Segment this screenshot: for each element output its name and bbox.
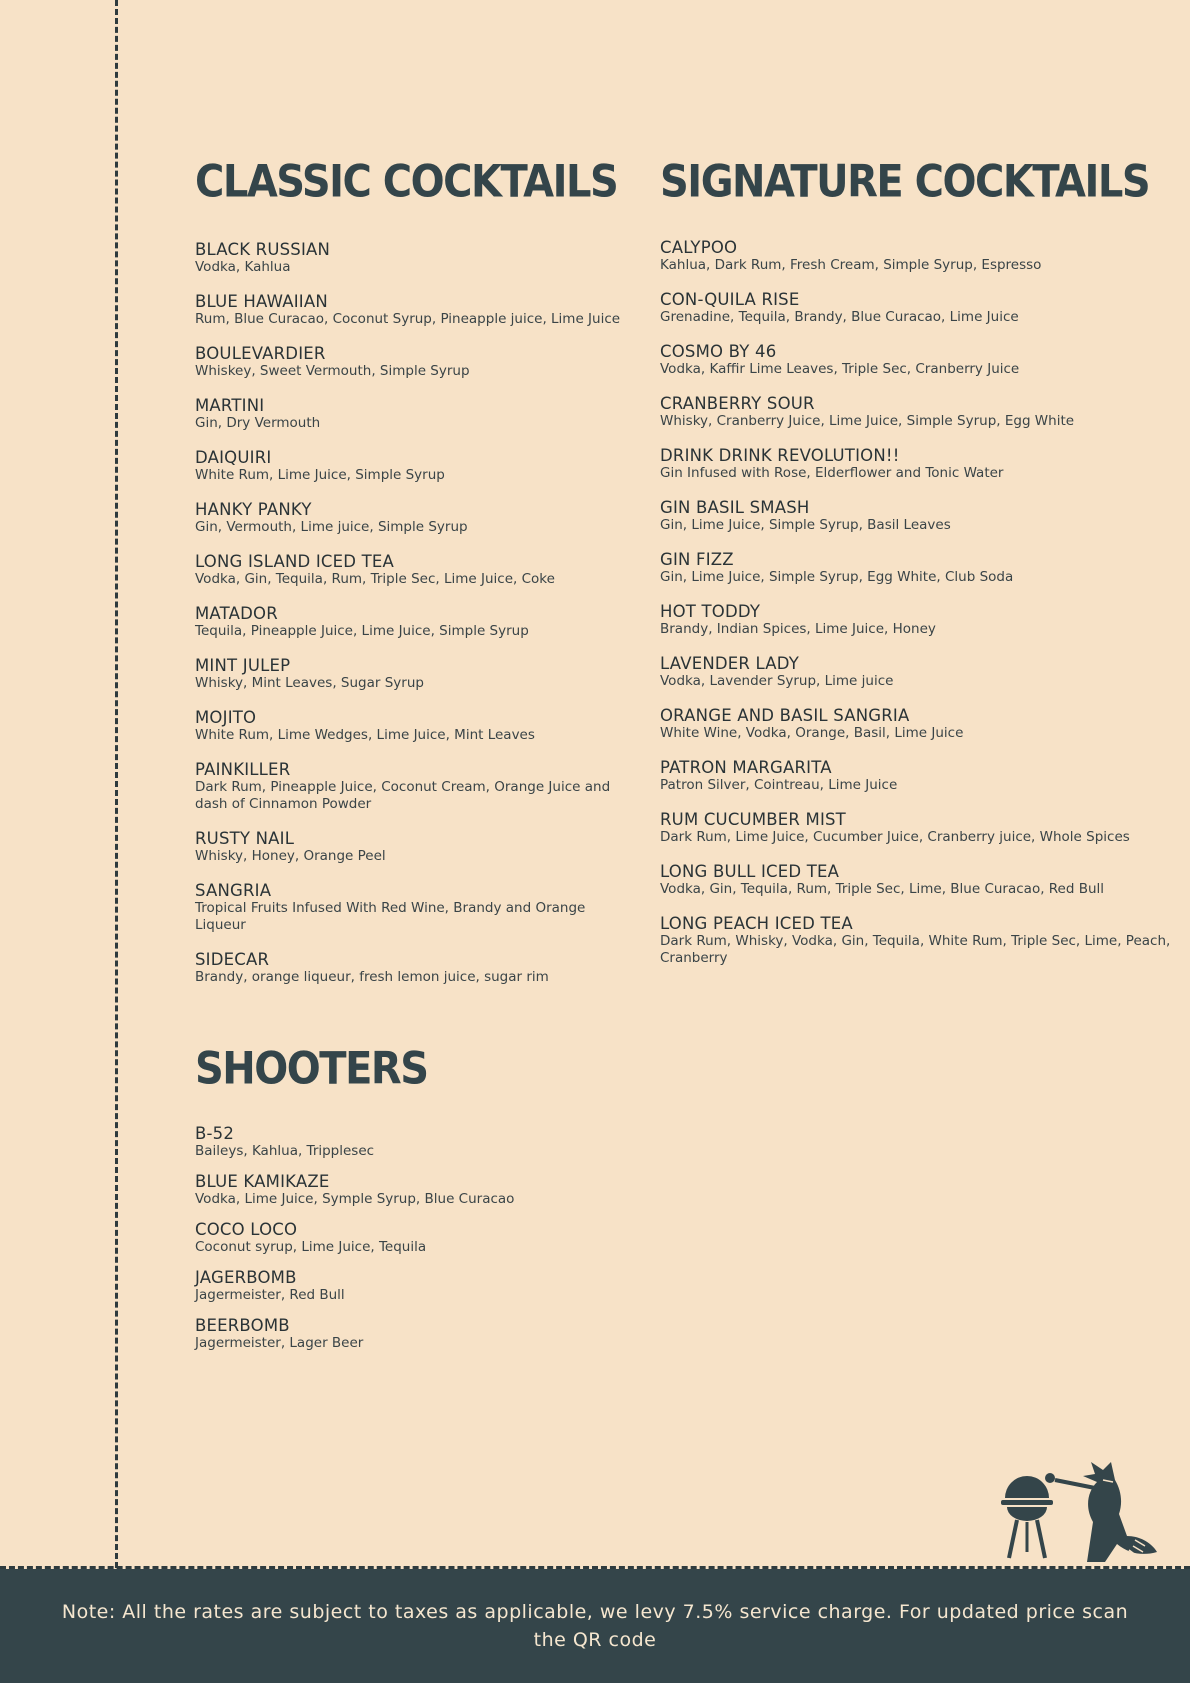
menu-item-name: SIDECAR bbox=[195, 950, 270, 969]
menu-item-name: COSMO BY 46 bbox=[660, 342, 777, 361]
menu-item-name: BLUE KAMIKAZE bbox=[195, 1172, 330, 1191]
vertical-dashed-line bbox=[115, 0, 118, 1568]
menu-item-description: Coconut syrup, Lime Juice, Tequila bbox=[195, 1239, 427, 1255]
menu-item-name: BOULEVARDIER bbox=[195, 344, 326, 363]
shooters-list bbox=[195, 1124, 635, 1364]
menu-item-description: Vodka, Kaffir Lime Leaves, Triple Sec, Cranberry Juice bbox=[660, 361, 1020, 377]
menu-item bbox=[195, 829, 635, 865]
fox-grilling-icon bbox=[995, 1440, 1175, 1565]
menu-item-name: BEERBOMB bbox=[195, 1316, 290, 1335]
menu-item-name: JAGERBOMB bbox=[195, 1268, 297, 1287]
menu-item-name: MINT JULEP bbox=[195, 656, 291, 675]
menu-item-name: GIN FIZZ bbox=[660, 550, 734, 569]
menu-item-name: LONG ISLAND ICED TEA bbox=[195, 552, 395, 571]
menu-item bbox=[660, 290, 1180, 326]
menu-item-name: LONG PEACH ICED TEA bbox=[660, 914, 853, 933]
menu-item bbox=[195, 656, 635, 692]
menu-item-description: Kahlua, Dark Rum, Fresh Cream, Simple Syrup, Espresso bbox=[660, 257, 1042, 273]
menu-item bbox=[195, 1124, 635, 1160]
menu-item bbox=[660, 238, 1180, 274]
menu-item bbox=[660, 914, 1180, 967]
menu-item bbox=[195, 396, 635, 432]
menu-item bbox=[660, 394, 1180, 430]
menu-item-name: B-52 bbox=[195, 1124, 235, 1143]
menu-item bbox=[195, 344, 635, 380]
menu-item bbox=[660, 602, 1180, 638]
menu-item bbox=[195, 448, 635, 484]
menu-item-description: Vodka, Lavender Syrup, Lime juice bbox=[660, 673, 894, 689]
classic-cocktails-list bbox=[195, 240, 635, 1002]
menu-item bbox=[195, 500, 635, 536]
menu-item-description: Dark Rum, Lime Juice, Cucumber Juice, Cranberry juice, Whole Spices bbox=[660, 829, 1130, 845]
menu-item bbox=[660, 654, 1180, 690]
menu-item bbox=[195, 760, 635, 813]
menu-item bbox=[660, 446, 1180, 482]
menu-item-name: LAVENDER LADY bbox=[660, 654, 800, 673]
menu-item-description: Whisky, Mint Leaves, Sugar Syrup bbox=[195, 675, 424, 691]
menu-item-description: Vodka, Kahlua bbox=[195, 259, 291, 275]
menu-item bbox=[195, 708, 635, 744]
menu-item-description: Gin Infused with Rose, Elderflower and Tonic Water bbox=[660, 465, 1004, 481]
menu-item-name: RUSTY NAIL bbox=[195, 829, 295, 848]
classic-cocktails-title: CLASSIC COCKTAILS bbox=[195, 156, 618, 208]
menu-item-description: Jagermeister, Lager Beer bbox=[195, 1335, 364, 1351]
menu-item-description: Vodka, Lime Juice, Symple Syrup, Blue Curacao bbox=[195, 1191, 515, 1207]
menu-item-name: MOJITO bbox=[195, 708, 257, 727]
menu-item-description: Patron Silver, Cointreau, Lime Juice bbox=[660, 777, 898, 793]
menu-item-name: SANGRIA bbox=[195, 881, 272, 900]
menu-item-description: Rum, Blue Curacao, Coconut Syrup, Pineapple juice, Lime Juice bbox=[195, 311, 621, 327]
menu-item-name: BLACK RUSSIAN bbox=[195, 240, 331, 259]
menu-item-name: HANKY PANKY bbox=[195, 500, 312, 519]
menu-item-description: Vodka, Gin, Tequila, Rum, Triple Sec, Lime Juice, Coke bbox=[195, 571, 555, 587]
menu-item bbox=[195, 240, 635, 276]
menu-item-name: DAIQUIRI bbox=[195, 448, 272, 467]
menu-item-name: PATRON MARGARITA bbox=[660, 758, 832, 777]
menu-item bbox=[195, 1172, 635, 1208]
menu-item-description: Baileys, Kahlua, Tripplesec bbox=[195, 1143, 375, 1159]
menu-item-name: LONG BULL ICED TEA bbox=[660, 862, 840, 881]
signature-cocktails-title: SIGNATURE COCKTAILS bbox=[660, 156, 1150, 208]
menu-item-name: COCO LOCO bbox=[195, 1220, 298, 1239]
menu-item bbox=[660, 862, 1180, 898]
menu-item-description: White Rum, Lime Wedges, Lime Juice, Mint Leaves bbox=[195, 727, 535, 743]
menu-item bbox=[195, 881, 635, 934]
menu-item-description: White Rum, Lime Juice, Simple Syrup bbox=[195, 467, 445, 483]
menu-item-name: RUM CUCUMBER MIST bbox=[660, 810, 846, 829]
menu-item-description: Jagermeister, Red Bull bbox=[195, 1287, 345, 1303]
menu-item-description: Gin, Dry Vermouth bbox=[195, 415, 321, 431]
menu-item-name: MATADOR bbox=[195, 604, 278, 623]
menu-item-description: Brandy, Indian Spices, Lime Juice, Honey bbox=[660, 621, 936, 637]
menu-item bbox=[195, 1316, 635, 1352]
menu-item-description: White Wine, Vodka, Orange, Basil, Lime Juice bbox=[660, 725, 964, 741]
menu-item bbox=[660, 810, 1180, 846]
menu-item-description: Vodka, Gin, Tequila, Rum, Triple Sec, Lime, Blue Curacao, Red Bull bbox=[660, 881, 1105, 897]
menu-item bbox=[660, 550, 1180, 586]
menu-item-name: CON-QUILA RISE bbox=[660, 290, 800, 309]
menu-item bbox=[195, 604, 635, 640]
menu-item bbox=[195, 1268, 635, 1304]
menu-item bbox=[660, 342, 1180, 378]
menu-item bbox=[195, 1220, 635, 1256]
footer-note: Note: All the rates are subject to taxes as applicable, we levy 7.5% service charge. For updated price scan the QR code bbox=[61, 1601, 1129, 1651]
menu-item-name: BLUE HAWAIIAN bbox=[195, 292, 328, 311]
menu-item-description: Dark Rum, Pineapple Juice, Coconut Cream, Orange Juice and dash of Cinnamon Powder bbox=[195, 779, 611, 812]
menu-item bbox=[195, 950, 635, 986]
menu-item-description: Gin, Lime Juice, Simple Syrup, Basil Leaves bbox=[660, 517, 951, 533]
menu-item-name: MARTINI bbox=[195, 396, 265, 415]
menu-item-description: Whiskey, Sweet Vermouth, Simple Syrup bbox=[195, 363, 470, 379]
menu-item-description: Gin, Vermouth, Lime juice, Simple Syrup bbox=[195, 519, 468, 535]
menu-item-name: HOT TODDY bbox=[660, 602, 761, 621]
menu-item-name: GIN BASIL SMASH bbox=[660, 498, 810, 517]
menu-item-name: CRANBERRY SOUR bbox=[660, 394, 815, 413]
footer bbox=[0, 1569, 1190, 1683]
menu-item bbox=[660, 758, 1180, 794]
menu-item bbox=[195, 552, 635, 588]
menu-item-name: PAINKILLER bbox=[195, 760, 291, 779]
menu-item-description: Gin, Lime Juice, Simple Syrup, Egg White, Club Soda bbox=[660, 569, 1014, 585]
menu-item-description: Tequila, Pineapple Juice, Lime Juice, Simple Syrup bbox=[195, 623, 529, 639]
shooters-title: SHOOTERS bbox=[195, 1043, 428, 1095]
signature-cocktails-list bbox=[660, 238, 1180, 983]
menu-item-description: Whisky, Cranberry Juice, Lime Juice, Simple Syrup, Egg White bbox=[660, 413, 1075, 429]
menu-item bbox=[660, 498, 1180, 534]
menu-item bbox=[660, 706, 1180, 742]
menu-item-name: ORANGE AND BASIL SANGRIA bbox=[660, 706, 910, 725]
menu-item-description: Tropical Fruits Infused With Red Wine, Brandy and Orange Liqueur bbox=[195, 900, 586, 933]
menu-item bbox=[195, 292, 635, 328]
menu-item-description: Whisky, Honey, Orange Peel bbox=[195, 848, 386, 864]
menu-item-description: Brandy, orange liqueur, fresh lemon juice, sugar rim bbox=[195, 969, 549, 985]
menu-item-name: CALYPOO bbox=[660, 238, 738, 257]
menu-item-name: DRINK DRINK REVOLUTION!! bbox=[660, 446, 900, 465]
menu-item-description: Grenadine, Tequila, Brandy, Blue Curacao, Lime Juice bbox=[660, 309, 1019, 325]
menu-item-description: Dark Rum, Whisky, Vodka, Gin, Tequila, White Rum, Triple Sec, Lime, Peach, Cranberry bbox=[660, 933, 1171, 966]
